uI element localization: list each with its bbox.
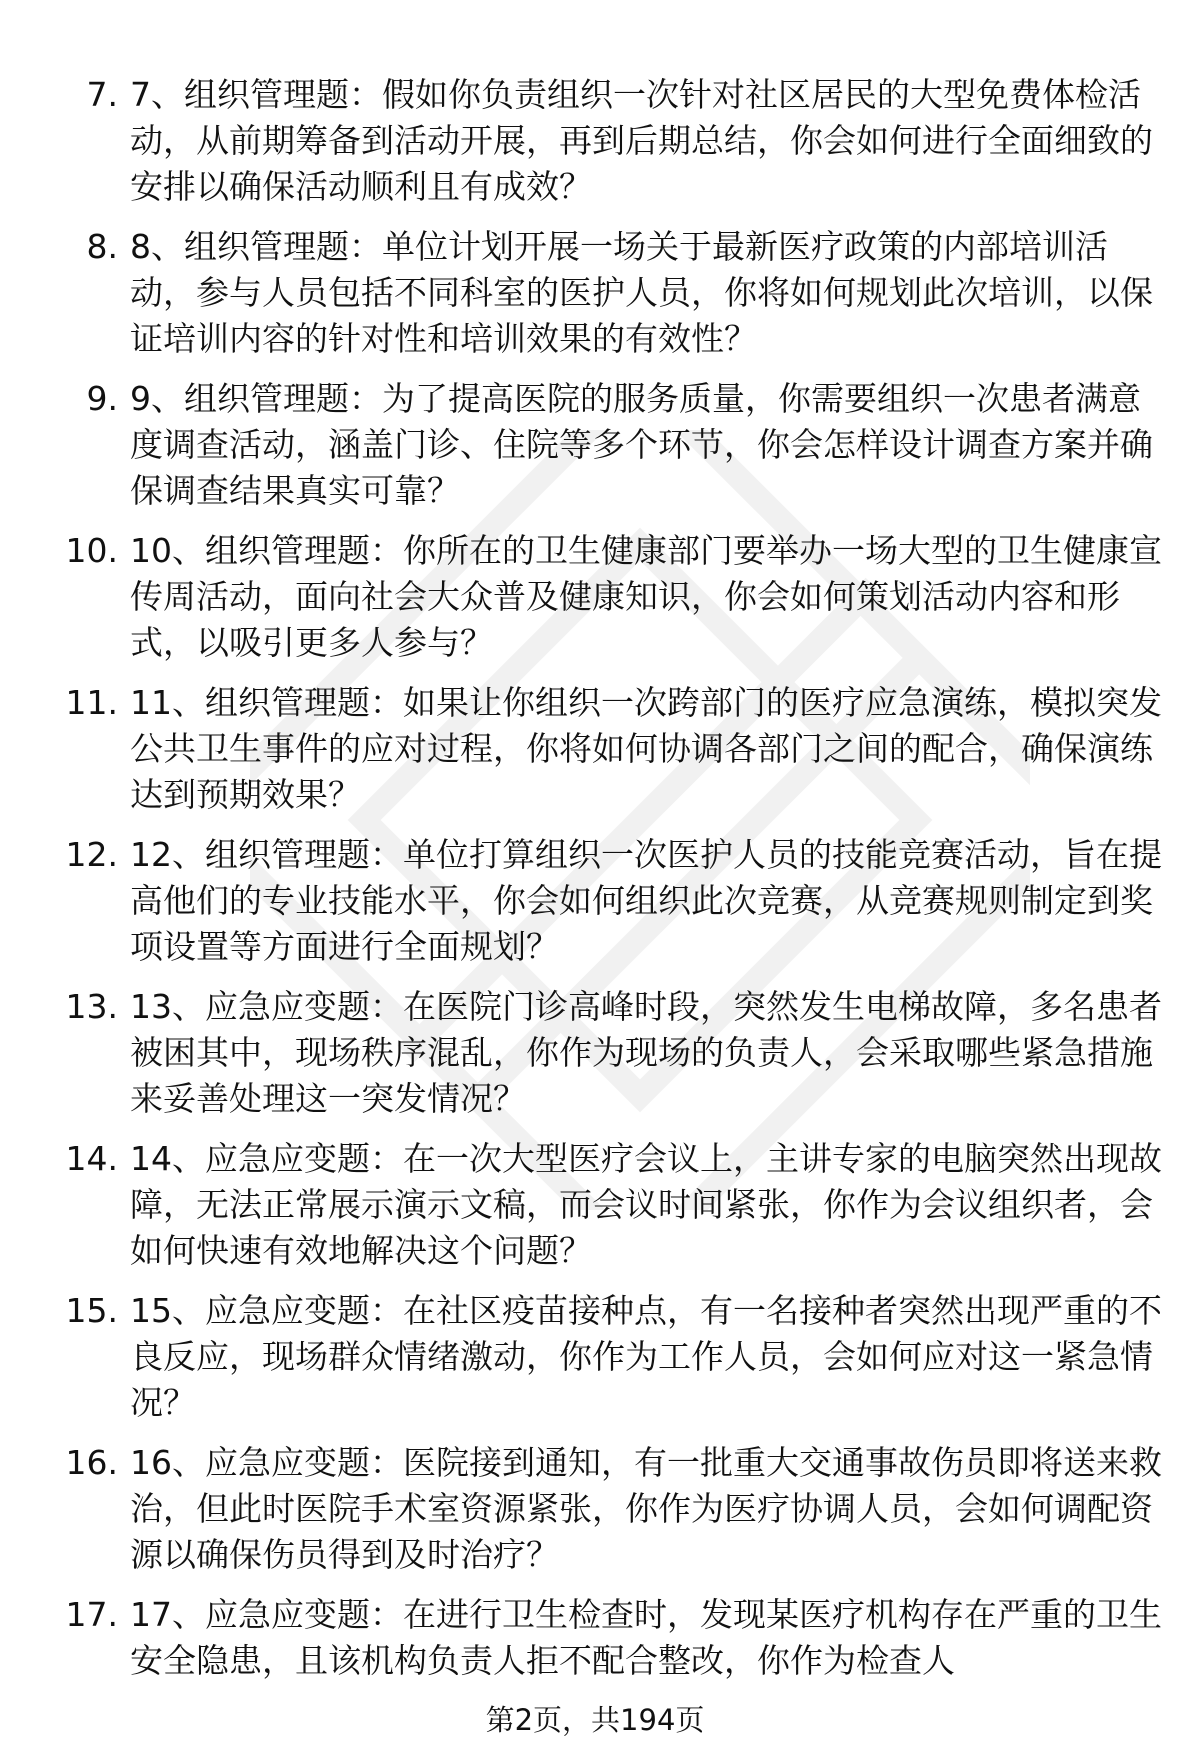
question-text: 16、应急应变题：医院接到通知，有一批重大交通事故伤员即将送来救治，但此时医院手术室资源紧张，你作为医疗协调人员，会如何调配资源以确保伤员得到及时治疗？ (130, 1443, 1162, 1574)
question-number: 8. (86, 227, 118, 266)
question-text: 11、组织管理题：如果让你组织一次跨部门的医疗应急演练，模拟突发公共卫生事件的应对过程，你将如何协调各部门之间的配合，确保演练达到预期效果？ (130, 683, 1162, 814)
question-text: 14、应急应变题：在一次大型医疗会议上，主讲专家的电脑突然出现故障，无法正常展示演示文稿，而会议时间紧张，你作为会议组织者，会如何快速有效地解决这个问题？ (130, 1139, 1162, 1270)
question-item (0, 528, 1190, 680)
page-footer: 第2页，共194页 (485, 1703, 705, 1737)
question-text: 9、组织管理题：为了提高医院的服务质量，你需要组织一次患者满意度调查活动，涵盖门诊、住院等多个环节，你会怎样设计调查方案并确保调查结果真实可靠？ (130, 379, 1153, 510)
question-list (0, 72, 1190, 1744)
question-number: 10. (65, 531, 118, 570)
question-item (0, 1440, 1190, 1592)
question-item (0, 376, 1190, 528)
question-number: 13. (65, 987, 118, 1026)
question-text: 13、应急应变题：在医院门诊高峰时段，突然发生电梯故障，多名患者被困其中，现场秩序混乱，你作为现场的负责人，会采取哪些紧急措施来妥善处理这一突发情况？ (130, 987, 1162, 1118)
question-number: 15. (65, 1291, 118, 1330)
question-number: 11. (65, 683, 118, 722)
question-item (0, 984, 1190, 1136)
question-item (0, 1288, 1190, 1440)
question-item (0, 224, 1190, 376)
question-text: 17、应急应变题：在进行卫生检查时，发现某医疗机构存在严重的卫生安全隐患，且该机构负责人拒不配合整改，你作为检查人 (130, 1595, 1162, 1680)
question-number: 14. (65, 1139, 118, 1178)
question-number: 17. (65, 1595, 118, 1634)
question-text: 8、组织管理题：单位计划开展一场关于最新医疗政策的内部培训活动，参与人员包括不同科室的医护人员，你将如何规划此次培训，以保证培训内容的针对性和培训效果的有效性？ (130, 227, 1153, 358)
question-text: 10、组织管理题：你所在的卫生健康部门要举办一场大型的卫生健康宣传周活动，面向社会大众普及健康知识，你会如何策划活动内容和形式，以吸引更多人参与？ (130, 531, 1162, 662)
question-item (0, 680, 1190, 832)
question-item (0, 1136, 1190, 1288)
question-item (0, 832, 1190, 984)
question-text: 7、组织管理题：假如你负责组织一次针对社区居民的大型免费体检活动，从前期筹备到活动开展，再到后期总结，你会如何进行全面细致的安排以确保活动顺利且有成效？ (130, 75, 1153, 206)
question-number: 16. (65, 1443, 118, 1482)
question-text: 12、组织管理题：单位打算组织一次医护人员的技能竞赛活动，旨在提高他们的专业技能水平，你会如何组织此次竞赛，从竞赛规则制定到奖项设置等方面进行全面规划？ (130, 835, 1162, 966)
question-number: 7. (86, 75, 118, 114)
question-text: 15、应急应变题：在社区疫苗接种点，有一名接种者突然出现严重的不良反应，现场群众情绪激动，你作为工作人员，会如何应对这一紧急情况？ (130, 1291, 1162, 1422)
question-item (0, 72, 1190, 224)
question-number: 9. (86, 379, 118, 418)
question-number: 12. (65, 835, 118, 874)
